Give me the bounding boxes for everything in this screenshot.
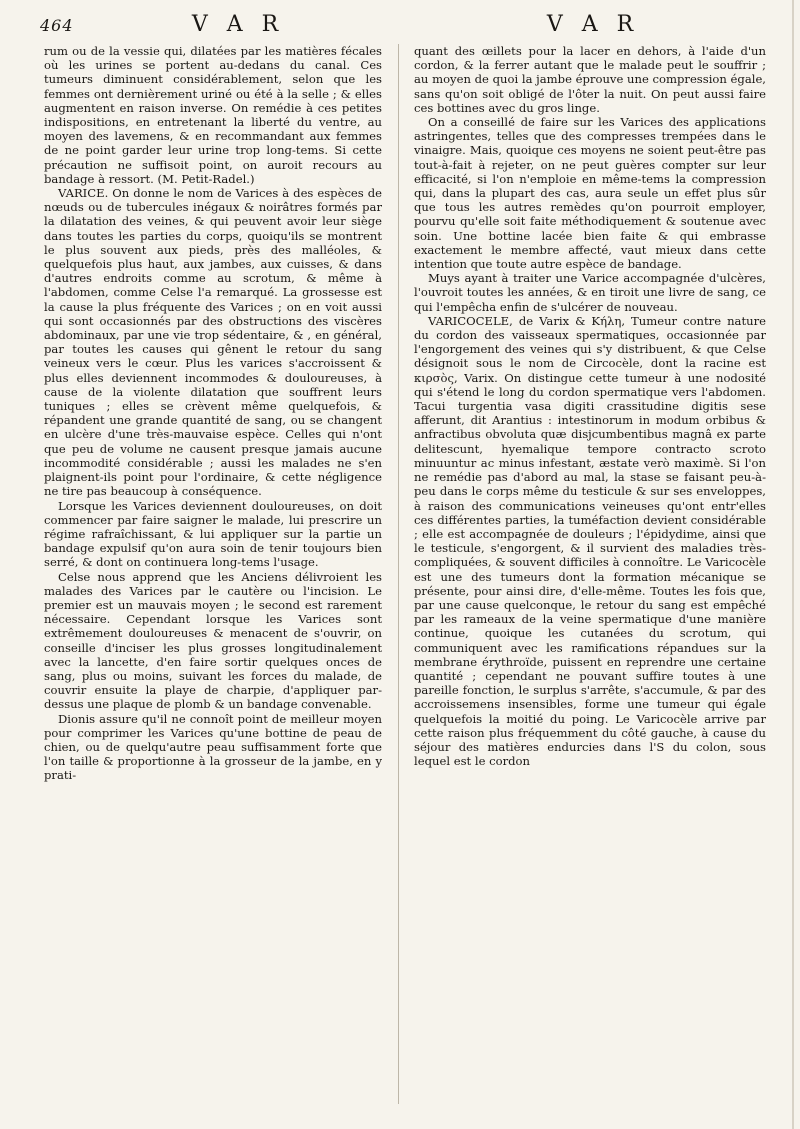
paragraph: VARICE. On donne le nom de Varices à des espèces de nœuds ou de tubercules inégaux & noirâtres formés par la dilatation des veines, & qui peuvent avoir leur siège dans toutes les parties du corps, quoiqu'ils se montrent le plus souvent aux pieds, près des malléoles, & quelquefois plus haut, aux jambes, aux cuisses, & dans d'autres endroits comme au scrotum, & même à l'abdomen, comme Celse l'a remarqué. La grossesse est la cause la plus fréquente des Varices ; on en voit aussi qui sont occasionnés par des obstructions des viscères abdominaux, par une vie trop sédentaire, & , en général, par toutes les causes qui gênent le retour du sang veineux vers le cœur. Plus les varices s'accroissent & plus elles deviennent incommodes & douloureuses, à cause de la violente dilatation que souffrent leurs tuniques ; elles se crèvent même quelquefois, & répandent une grande quantité de sang, ou se changent en ulcère d'une très-mauvaise espèce. Celles qui n'ont que peu de volume ne causent presque jamais aucune incommodité considérable ; aussi les malades ne s'en plaignent-ils point pour l'ordinaire, & cette négligence ne tire pas beaucoup à conséquence. [44,186,382,499]
paragraph: rum ou de la vessie qui, dilatées par les matières fécales où les urines se portent au-dedans du canal. Ces tumeurs diminuent considérablement, selon que les femmes ont dernièrement uriné ou été à la selle ; & elles augmentent en raison inverse. On remédie à ces petites indispositions, en entretenant la liberté du ventre, au moyen des lavemens, & en recommandant aux femmes de ne point garder leur urine trop long-tems. Si cette précaution ne suffisoit point, on auroit recours au bandage à ressort. (M. Petit-Radel.) [44,44,382,186]
paragraph: Dionis assure qu'il ne connoît point de meilleur moyen pour comprimer les Varices qu'une bottine de peau de chien, ou de quelqu'autre peau suffisamment forte que l'on taille & proportionne à la grosseur de la jambe, en y prati- [44,711,382,783]
running-head-right: V A R [546,12,640,37]
running-head-left: V A R [191,12,285,37]
right-column [414,44,766,1114]
paragraph: Celse nous apprend que les Anciens délivroient les malades des Varices par le cautère ou l'incision. Le premier est un mauvais moyen ; le second est rarement nécessaire. Cependant lorsque les Varices sont extrêmement douloureuses & menacent de s'ouvrir, on conseille d'inciser les plus grosses longitudinalement avec la lancette, d'en faire sortir quelques onces de sang, plus ou moins, suivant les forces du malade, de couvrir ensuite la playe de charpie, d'appliquer par-dessus une plaque de plomb & un bandage convenable. [44,569,382,712]
running-head [0,10,800,38]
paragraph: quant des œillets pour la lacer en dehors, à l'aide d'un cordon, & la ferrer autant que le malade peut le souffrir ; au moyen de quoi la jambe éprouve une compression égale, sans qu'on soit obligé de l'ôter la nuit. On peut aussi faire ces bottines avec du gros linge. [414,44,766,115]
paragraph: Lorsque les Varices deviennent douloureuses, on doit commencer par faire saigner le malade, lui prescrire un régime rafraîchissant, & lui appliquer sur la partie un bandage expulsif qu'on aura soin de tenir toujours bien serré, & dont on continuera long-tems l'usage. [44,498,382,570]
left-column [44,44,382,1114]
page-number: 464 [40,16,74,35]
paragraph: On a conseillé de faire sur les Varices des applications astringentes, telles que des compresses trempées dans le vinaigre. Mais, quoique ces moyens ne soient peut-être pas tout-à-fait à rejeter, on ne peut guères compter sur leur efficacité, si l'on n'emploie en même-tems la compression qui, dans la plupart des cas, aura seule un effet plus sûr que tous les autres remèdes qu'on pourroit employer, pourvu qu'elle soit faite méthodiquement & soutenue avec soin. Une bottine lacée bien faite & qui embrasse exactement le membre affecté, vaut mieux dans cette intention que toute autre espèce de bandage. [414,115,766,272]
paragraph: Muys ayant à traiter une Varice accompagnée d'ulcères, l'ouvroit toutes les années, & en tiroit une livre de sang, ce qui l'empêcha enfin de s'ulcérer de nouveau. [414,271,766,314]
column-divider [398,44,399,1104]
page-edge [792,0,794,1129]
paragraph: VARICOCELE, de Varix & Κήλη, Tumeur contre nature du cordon des vaisseaux spermatiques, occasionnée par l'engorgement des veines qui s'y distribuent, & que Celse désignoit sous le nom de Circocèle, dont la racine est κιρσὸς, Varix. On distingue cette tumeur à une nodosité qui s'étend le long du cordon spermatique vers l'abdomen. Tacui turgentia vasa digiti crassitudine digitis sese afferunt, dit Arantius : intestinorum in modum orbibus & anfractibus obvoluta quæ disjcumbentibus magnâ ex parte delitescunt, hyemalique tempore contracto scroto minuuntur ac minus infestant, æstate verò maximè. Si l'on ne remédie pas d'abord au mal, la stase se faisant peu-à-peu dans le corps même du testicule & sur ses enveloppes, à raison des communications veineuses qu'ont entr'elles ces différentes parties, la tuméfaction devient considérable ; elle est accompagnée de douleurs ; l'épidydime, ainsi que le testicule, s'engorgent, & il survient des maladies très-compliquées, & souvent difficiles à connoître. Le Varicocèle est une des tumeurs dont la formation mécanique se présente, pour ainsi dire, d'elle-même. Toutes les fois que, par une cause quelconque, le retour du sang est empêché par les rameaux de la veine spermatique d'une manière continue, quoique les cutanées du scrotum, qui communiquent avec les ramifications répandues sur la membrane érythroïde, puissent en reprendre une certaine quantité ; cependant ne pouvant suffire toutes à une pareille fonction, le surplus s'arrête, s'accumule, & par des accroissemens insensibles, forme une tumeur qui égale quelquefois la moitié du poing. Le Varicocèle arrive par cette raison plus fréquemment du côté gauche, à cause du séjour des matières endurcies dans l'S du colon, sous lequel est le cordon [414,313,766,769]
